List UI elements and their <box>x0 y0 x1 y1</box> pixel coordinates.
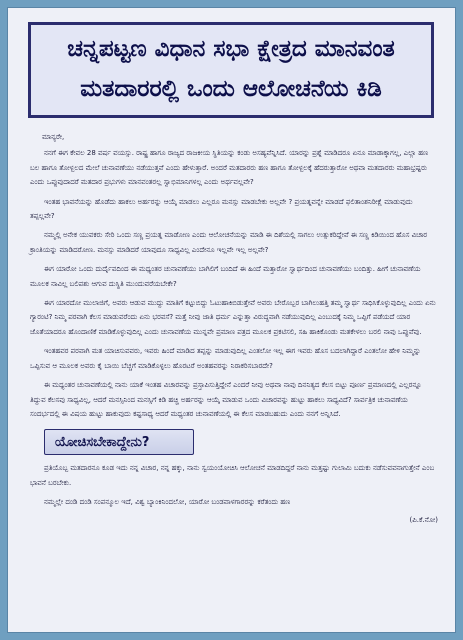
salutation: ಮಾನ್ಯರೇ, <box>42 133 65 141</box>
paragraph: ನಮ್ಮಲ್ಲೇ ದಂಡಿ ದಂಡಿ ಸಂಪನ್ಮೂಲ ಇದೆ, ವಿಶ್ವ ಬ್ಯಾಂಕಿನಿಂದಲೋ, ಯಾರೋ ಬಂಡವಾಳಗಾರರನ್ನು ಕರೆತಂದು ಹಣ <box>44 498 291 507</box>
paragraph: ನಮ್ಮಲ್ಲಿ ಅನೇಕ ಯುವಕರು ಸೇರಿ ಒಂದು ಸಣ್ಣ ಪ್ರಯತ್ನ ಮಾಡೋಣ ಎಂದು ಆಲೋಚನೆಯನ್ನು ಮಾಡಿ ಈ ದಿಶೆಯಲ್ಲಿ ಸಾಗಲು ಉತ್ಸುಕರಿದ್ದೇವೆ ಈ ಸಣ್ಣ ಕಿಡಿಯಿಂದ ಹೊಸ ವಿಚಾರ ಕ್ರಾಂತಿಯನ್ನು ಮಾಡಿದರೋಣ. ಮನಸ್ಸು ಮಾಡಿದರೆ ಯಾವುದೂ ಸಾಧ್ಯವಿಲ್ಲ ಎಂದೇನೂ ಇಲ್ಲವೇ ಇಲ್ಲ ಅಲ್ಲವೇ? <box>30 231 428 254</box>
section-heading: ಯೋಚಿಸಬೇಕಾದ್ದೇನು? <box>44 429 194 455</box>
title-box <box>28 22 434 118</box>
paragraph: ಈ ಮಧ್ಯಂತರ ಚುನಾವಣೆಯಲ್ಲಿ ನಾನು ಯಾಕೆ ಇಂತಹ ವಿಚಾರವನ್ನು ಪ್ರಸ್ತಾಪಿಸುತ್ತಿದ್ದೇನೆ ಎಂದರೆ ನೀವು ಅಥವಾ ನಾವು ದಿನನಿತ್ಯದ ಕೆಲಸ ಬಿಟ್ಟು ಪೂರ್ಣ ಪ್ರಮಾಣದಲ್ಲಿ ಎಲ್ಲರನ್ನೂ ತಿದ್ದುವ ಕೆಲಸವು ಸಾಧ್ಯವಿಲ್ಲ, ಆದರೆ ಮನಸ್ಸಿನಿಂದ ಮನಸ್ಸಿಗೆ ಕಿಡಿ ಹಚ್ಚಿ ಅರ್ಹರನ್ನು ಆಯ್ಕೆ ಮಾಡುವ ಒಂದು ವಿಚಾರವನ್ನು ಹುಟ್ಟು ಹಾಕಲು ಸಾಧ್ಯವಿದೆ? ಸಾರ್ವತ್ರಿಕ ಚುನಾವಣೆಯ ಸಂದರ್ಭದಲ್ಲಿ ಈ ವಿಷಯ ಹುಟ್ಟು ಹಾಕುವುದು ಕಷ್ಟಸಾಧ್ಯ ಆದರೆ ಮಧ್ಯಂತರ ಚುನಾವಣೆಯಲ್ಲಿ ಈ ಕೆಲಸ ಮಾಡಬಹುದು ಎಂದು ನನಗೆ ಅನ್ನಿಸಿದೆ. <box>30 381 422 418</box>
letter-body <box>30 130 438 527</box>
document-page <box>8 8 455 632</box>
paragraph: ಇಂತಹವರ ಪರವಾಗಿ ಮತ ಯಾಚಿಸುವವರು, ಇವರು ಹಿಂದೆ ಮಾಡಿದ ತಪ್ಪನ್ನು ಮಾಡುವುದಿಲ್ಲ ಎಂತಲೋ ಇಲ್ಲ ಈಗ ಇವರು ಹೊಸ ಬದಲಾಗಿದ್ದಾರೆ ಎಂತಲೋ ಹೇಳಿ ನಿಮ್ಮನ್ನು ಒಪ್ಪಿಸುವ ಆ ಮೂಲಕ ಅವರು ಕೈ ಬಾಯಿ ಬೆಚ್ಚಗೆ ಮಾಡಿಕೊಳ್ಳಲು ಹೊರಟರೆ ಅಂತಹವರನ್ನು ನಿರಾಕರಿಸಬಾರದೇ? <box>30 347 421 370</box>
paragraph: ಈಗ ಯಾರದೋ ಮುಲಾಜಿಗೆ, ಅವರು ಆಡುವ ಮುದ್ದು ಮಾತಿಗೆ ಕಟ್ಟುಬಿದ್ದು ಓಟುಹಾಕಿಬಿಡುತ್ತೇವೆ ಅವರು ಬೇರೊಬ್ಬರ ಬಾಗಿಲುಹತ್ತಿ ತಮ್ಮ ಸ್ವಾರ್ಥ ಸಾಧಿಸಿಕೊಳ್ಳುವುದಿಲ್ಲ ಎಂದು ಏನು ಗ್ಯಾರಂಟಿ? ನಿಮ್ಮ ಪರವಾಗಿ ಕೆಲಸ ಮಾಡುವರೆಂದು ಏನು ಭರವಸೆ? ಮತ್ತೆ ನೀವು ಜಾತಿ ಧರ್ಮ ಎನ್ನುತ್ತಾ ವಿರುದ್ಧವಾಗಿ ನಡೆಯುವುದಿಲ್ಲ ಎಂಬುದಕ್ಕೆ ನಿಮ್ಮ ಒಪ್ಪಿಗೆ ಪಡೆಯದೆ ಯಾರ ಜೊತೆಯಾದರೂ ಹೊಂದಾಣಿಕೆ ಮಾಡಿಕೊಳ್ಳುವುದಿಲ್ಲ ಎಂದು ಚುನಾವಣೆಯ ಮುನ್ನವೇ ಪ್ರಮಾಣ ಪತ್ರದ ಮೂಲಕ ಪ್ರಕಟಿಸಲಿ, ಸಹಿ ಹಾಕಿಕೊಂಡು ಮತಕೇಳಲು ಬರಲಿ ನಾವು ಒಪ್ಪುವೆವು. <box>30 299 436 336</box>
title-line-2: ಮತದಾರರಲ್ಲಿ ಒಂದು ಆಲೋಚನೆಯ ಕಿಡಿ <box>80 76 382 102</box>
paragraph: ಇಂತಹ ಭಾವನೆಯನ್ನು ಹೊಡೆದು ಹಾಕಲು ಅರ್ಹರನ್ನು ಆಯ್ಕೆ ಮಾಡಲು ಎಲ್ಲರೂ ಮನಸ್ಸು ಮಾಡಬೇಕು ಅಲ್ಲವೇ ? ಪ್ರಯತ್ನವನ್ನೇ ಮಾಡದೆ ಫಲಿತಾಂಶನಿರೀಕ್ಷೆ ಮಾಡುವುದು ತಪ್ಪಲ್ಲವೇ? <box>30 197 413 221</box>
signature: (ಪಿ.ಕೆ.ನೋ) <box>409 515 438 524</box>
paragraph: ಪ್ರತಿಯೊಬ್ಬ ಮತದಾರನೂ ಕೂಡ ಇದು ನನ್ನ ವಿಚಾರ, ನನ್ನ ಹಕ್ಕು, ನಾನು ಸ್ವಯಂಯೋಚಿಸಿ ಆಲೋಚನೆ ಮಾಡದಿದ್ದರೆ ನಾನು ಮತ್ತಷ್ಟು ಗುಲಾಮಿ ಬದುಕು ನಡೆಸುವವನಾಗುತ್ತೇನೆ ಎಂಬ ಭಾವನೆ ಬರಬೇಕು. <box>30 464 435 487</box>
paragraph: ನನಗೆ ಈಗ ಕೇವಲ 28 ವರ್ಷ ವಯಸ್ಸು. ರಾಷ್ಟ್ರ ಹಾಗೂ ರಾಜ್ಯದ ರಾಜಕೀಯ ಸ್ಥಿತಿಯನ್ನು ಕಂಡು ಅಸಹ್ಯವೆನ್ನಿಸಿದೆ. ಯಾರನ್ನು ಪ್ರಶ್ನೆ ಮಾಡಿದರೂ ಏನೂ ಮಾಡಾಕ್ಕಾಗಲ್ಲ, ಎಲ್ಲಾ ಹಣ ಬಲ ಹಾಗೂ ತೋಳ್ಬಲದ ಮೇಲೆ ಚುನಾವಣೆಯು ನಡೆಯುತ್ತವೆ ಎಂದು ಹೇಳುತ್ತಾರೆ. ಅಂದರೆ ಮತದಾರರು ಹಣ ಹಾಗೂ ತೋಳ್ಬಲಕ್ಕೆ ಹೆದರುತ್ತಾರೋ ಅಥವಾ ಮತದಾರರು ಮಹಾಭ್ರಷ್ಟರು ಎಂದು ಒಪ್ಪುವುದಾದರೆ ಮತದಾರ ಪ್ರಭುಗಳು ಮಾನವಂತರಲ್ಲ ಸ್ವಾಭಿಮಾನಿಗಳಲ್ಲ ಎಂದು ಅರ್ಥವಲ್ಲವೇ? <box>30 149 429 187</box>
paragraph: ಈಗ ಯಾರೋ ಒಂದು ದುರ್ದೈವದಿಂದ ಈ ಮಧ್ಯಂತರ ಚುನಾವಣೆಯು ಬಾಗಿಲಿಗೆ ಬಂದಿದೆ ಈ ಹಿಂದೆ ಮತ್ತಾರೋ ಸ್ವಾರ್ಥದಿಂದ ಚುನಾವಣೆಯು ಬಂದಿತ್ತು. ಹೀಗೆ ಚುನಾವಣೆಯ ಮೂಲಕ ನಾವಿಲ್ಲ ಬಲಿಪಶು ಆಗುವ ದುಸ್ಥಿತಿ ಮುಂದುವರೆಯಬೇಕೇ? <box>30 265 421 288</box>
title-line-1: ಚನ್ನಪಟ್ಟಣ ವಿಧಾನ ಸಭಾ ಕ್ಷೇತ್ರದ ಮಾನವಂತ <box>67 36 395 62</box>
